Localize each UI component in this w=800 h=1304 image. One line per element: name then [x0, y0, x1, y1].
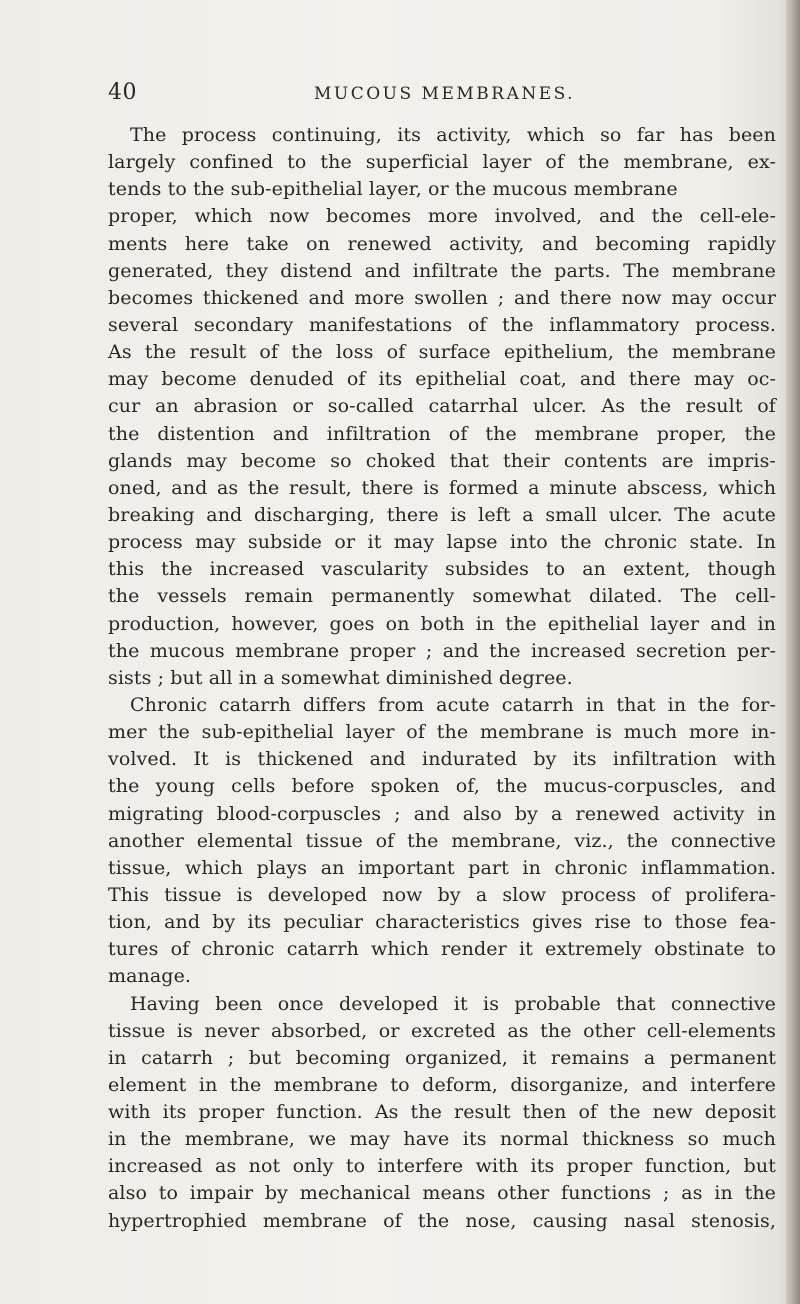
text-line: another elemental tissue of the membrane, viz., the connective	[108, 829, 776, 852]
text-line: largely confined to the superficial layer of the membrane, ex-	[108, 151, 776, 174]
page-number: 40	[108, 80, 137, 105]
text-line: mer the sub-epithelial layer of the membrane is much more in-	[108, 721, 777, 744]
text-line: hypertrophied membrane of the nose, causing nasal stenosis,	[108, 1209, 776, 1232]
text-line: volved. It is thickened and indurated by its infiltration with	[108, 748, 776, 771]
text-line: also to impair by mechanical means other functions ; as in the	[108, 1182, 776, 1205]
text-line: element in the membrane to deform, disorganize, and interfere	[108, 1073, 776, 1096]
text-line: As the result of the loss of surface epithelium, the membrane	[108, 341, 776, 364]
text-line: The process continuing, its activity, which so far has been	[130, 124, 776, 146]
text-line: in catarrh ; but becoming organized, it remains a permanent	[108, 1046, 777, 1069]
text-line: tissue is never absorbed, or excreted as the other cell-elements	[108, 1019, 777, 1042]
text-line: in the membrane, we may have its normal thickness so much	[108, 1128, 776, 1151]
text-line: tion, and by its peculiar characteristics gives rise to those fea-	[108, 911, 777, 934]
text-line: ments here take on renewed activity, and becoming rapidly	[108, 232, 777, 255]
text-line: glands may become so choked that their contents are impris-	[108, 449, 776, 472]
text-line: Having been once developed it is probable that connective	[130, 992, 776, 1015]
running-head: MUCOUS MEMBRANES.	[314, 84, 576, 104]
text-line: increased as not only to interfere with its proper function, but	[108, 1155, 776, 1178]
text-line: breaking and discharging, there is left a small ulcer. The acute	[108, 503, 776, 526]
text-line: sists ; but all in a somewhat diminished degree.	[108, 666, 573, 689]
text-line: may become denuded of its epithelial coat, and there may oc-	[108, 368, 776, 391]
text-line: oned, and as the result, there is formed a minute abscess, which	[108, 476, 777, 499]
text-line: the mucous membrane proper ; and the increased secretion per-	[108, 639, 777, 662]
text-line: process may subside or it may lapse into the chronic state. In	[108, 531, 777, 554]
text-line: the vessels remain permanently somewhat dilated. The cell-	[108, 585, 776, 608]
text-line: production, however, goes on both in the epithelial layer and in	[108, 612, 776, 635]
text-line: this the increased vascularity subsides to an extent, though	[108, 558, 777, 581]
text-line: cur an abrasion or so-called catarrhal ulcer. As the result of	[108, 395, 776, 418]
body-text	[108, 122, 776, 1235]
text-line: migrating blood-corpuscles ; and also by a renewed activity in	[108, 802, 777, 825]
text-line: This tissue is developed now by a slow process of prolifera-	[108, 883, 777, 906]
page-header	[108, 80, 738, 108]
text-line: the young cells before spoken of, the mucus-corpuscles, and	[108, 775, 777, 798]
text-line: generated, they distend and infiltrate the parts. The membrane	[108, 259, 776, 282]
text-line: becomes thickened and more swollen ; and there now may occur	[108, 286, 777, 309]
text-line: tends to the sub-epithelial layer, or the mucous membrane	[108, 178, 678, 201]
text-line: with its proper function. As the result then of the new deposit	[108, 1101, 776, 1124]
text-line: proper, which now becomes more involved, and the cell-ele-	[108, 205, 777, 228]
text-line: tures of chronic catarrh which render it extremely obstinate to	[108, 938, 777, 961]
text-line: several secondary manifestations of the inflammatory process.	[108, 313, 777, 336]
book-spine-shadow	[786, 0, 800, 1304]
text-line: tissue, which plays an important part in chronic inflammation.	[108, 856, 777, 879]
text-line: the distention and infiltration of the membrane proper, the	[108, 422, 776, 445]
text-line: manage.	[108, 965, 192, 988]
text-line: Chronic catarrh differs from acute catarrh in that in the for-	[130, 693, 777, 716]
